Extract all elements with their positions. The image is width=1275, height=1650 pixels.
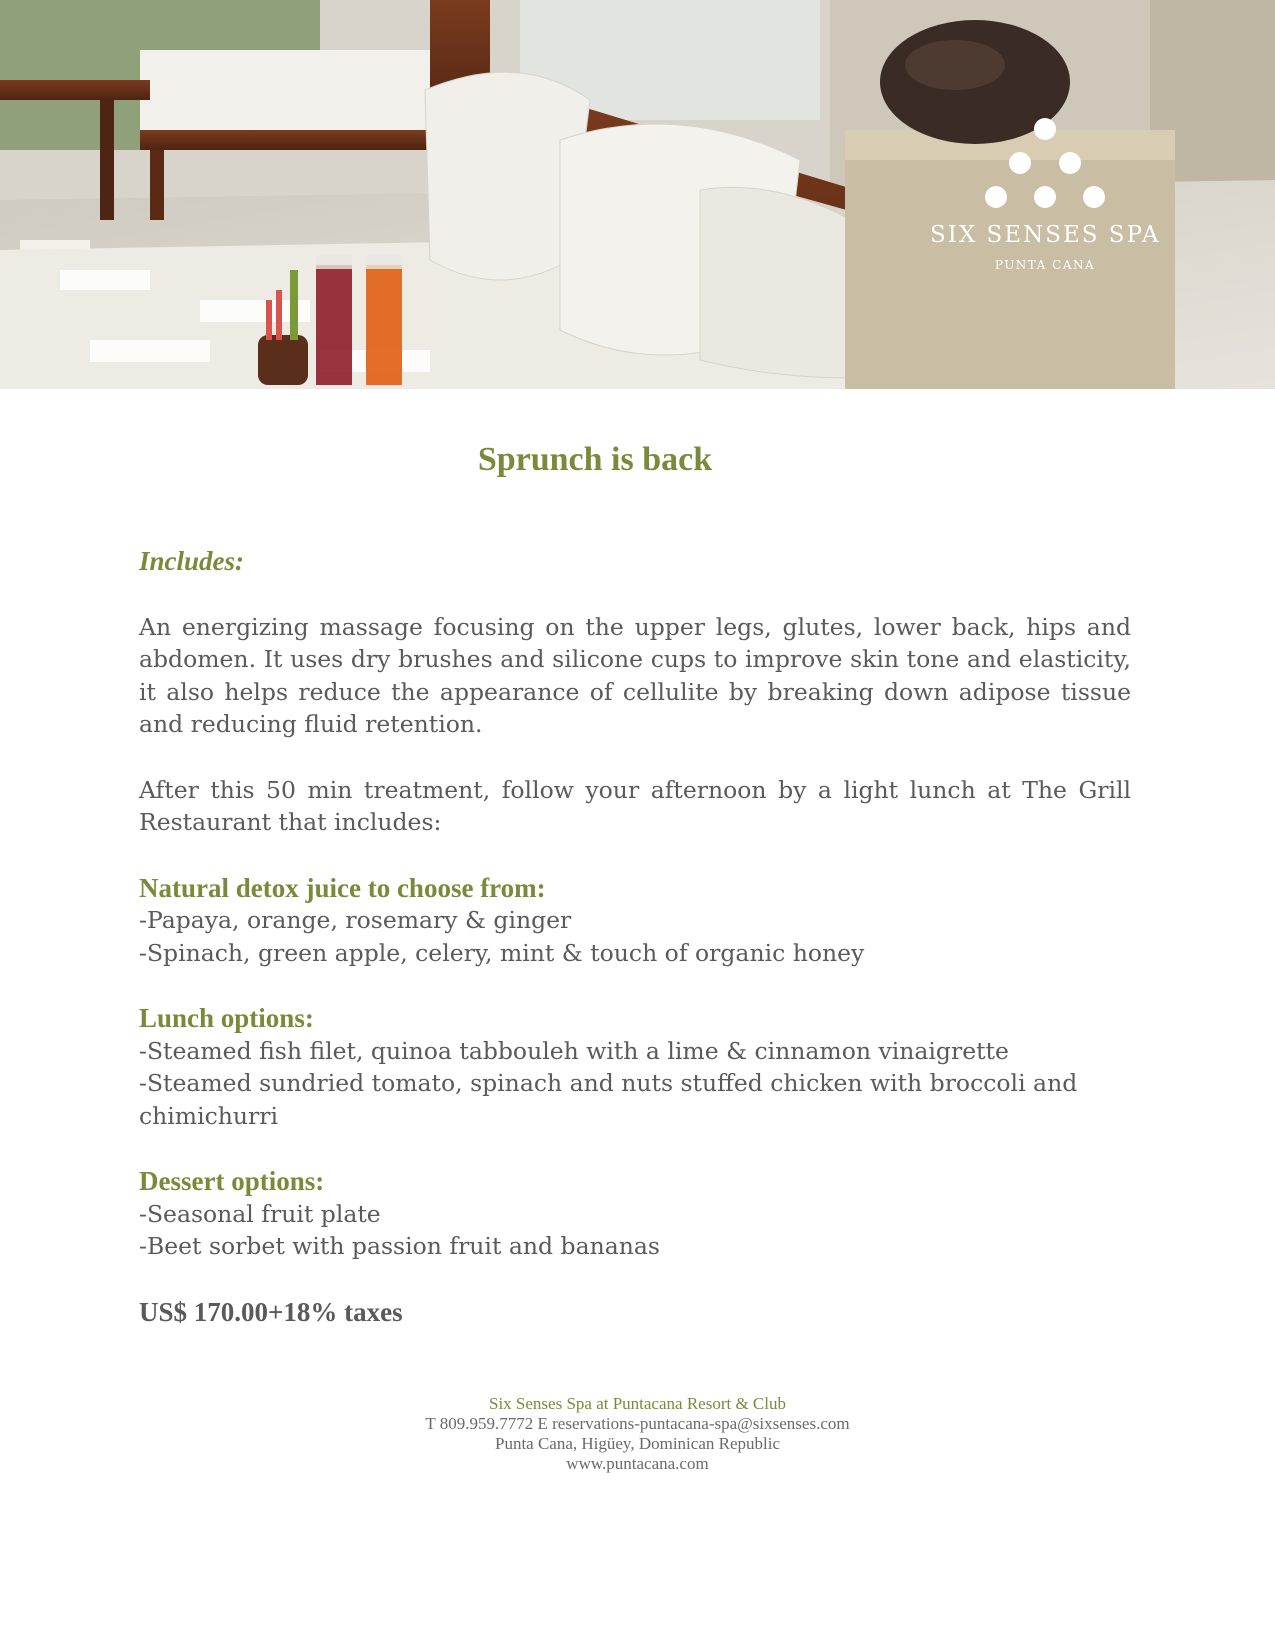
list-item: -Steamed fish filet, quinoa tabbouleh with a lime & cinnamon vinaigrette: [139, 1036, 1009, 1065]
footer: [0, 1394, 1275, 1474]
dessert-heading: Dessert options:: [139, 1166, 325, 1196]
lunch-heading: Lunch options:: [139, 1003, 314, 1033]
includes-paragraph-2: After this 50 min treatment, follow your afternoon by a light lunch at The Grill Restaurant that includes:: [139, 775, 1131, 836]
logo-name: SIX SENSES SPA: [930, 222, 1161, 248]
list-item: -Papaya, orange, rosemary & ginger: [139, 906, 572, 934]
logo-dots-icon: [985, 118, 1105, 214]
footer-address: Punta Cana, Higüey, Dominican Republic: [494, 1434, 780, 1453]
hero-photo: [0, 0, 1275, 389]
spa-logo: [930, 118, 1160, 272]
juice-heading: Natural detox juice to choose from:: [139, 872, 546, 903]
list-item: -Spinach, green apple, celery, mint & touch of organic honey: [139, 938, 865, 967]
footer-resort-name: Six Senses Spa at Puntacana Resort & Club: [488, 1394, 786, 1413]
logo-location: PUNTA CANA: [994, 258, 1096, 272]
footer-website-link[interactable]: www.puntacana.com: [566, 1454, 709, 1473]
list-item: -Steamed sundried tomato, spinach and nuts stuffed chicken with broccoli and chimichurri: [139, 1069, 1078, 1130]
price: US$ 170.00+18% taxes: [139, 1296, 403, 1327]
list-item: -Beet sorbet with passion fruit and bananas: [139, 1232, 660, 1260]
includes-paragraph-1: An energizing massage focusing on the upper legs, glutes, lower back, hips and abdomen. It uses dry brushes and silicone cups to improve skin tone and elasticity, it also helps reduce the appearance of cellulite by breaking down adipose tissue and reducing fluid retention.: [139, 612, 1131, 738]
includes-heading: Includes:: [139, 546, 245, 576]
list-item: -Seasonal fruit plate: [139, 1199, 381, 1228]
page-title: Sprunch is back: [477, 441, 713, 478]
main-content: [139, 545, 1131, 1328]
footer-contact: T 809.959.7772 E reservations-puntacana-spa@sixsenses.com: [425, 1414, 850, 1433]
